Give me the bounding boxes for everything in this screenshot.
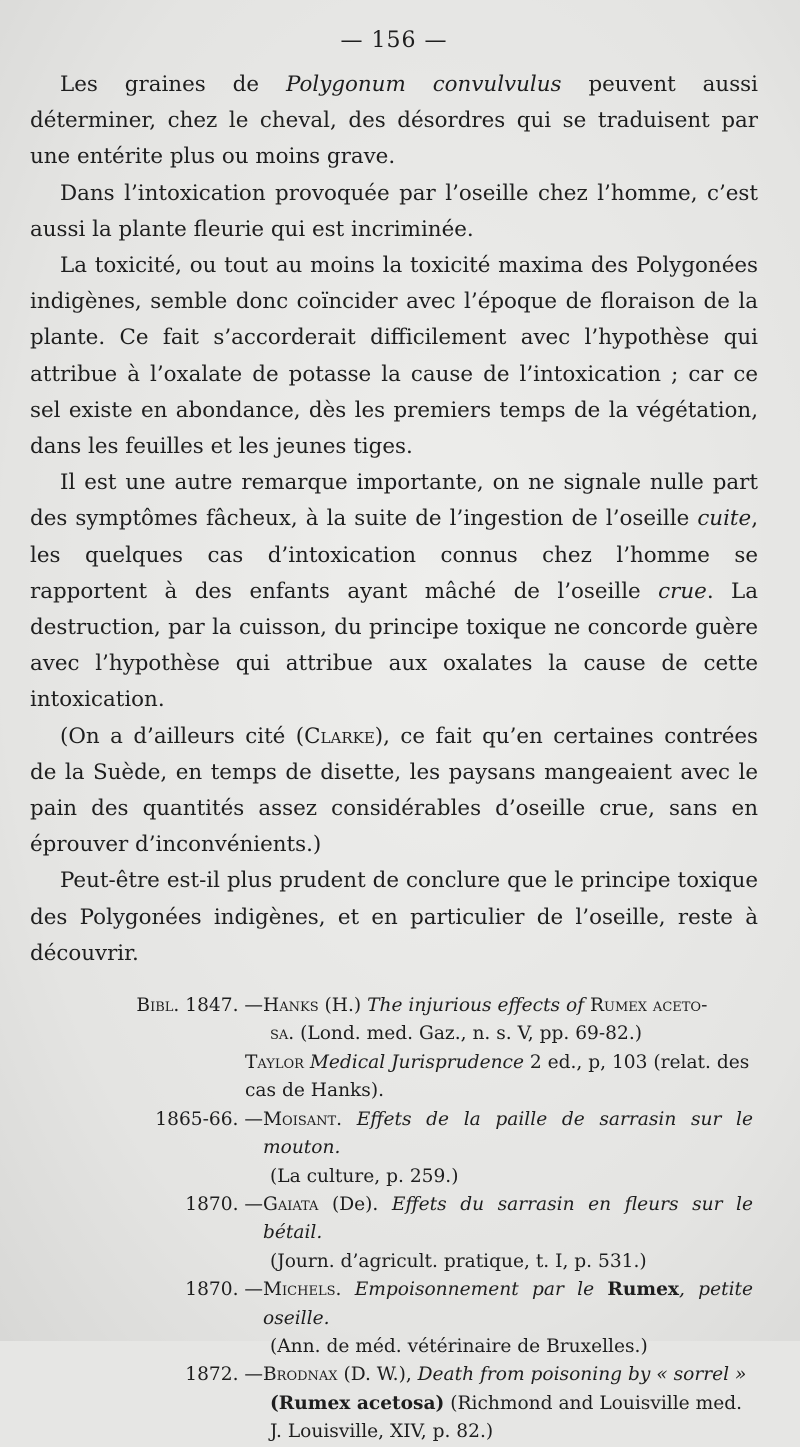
bib-entry-body <box>263 1361 753 1389</box>
bib-author-suffix: (H.) <box>318 995 368 1017</box>
emphasis-text: crue <box>658 578 707 604</box>
paragraph-oseille: Dans l’intoxication provoquée par l’oseille chez l’homme, c’est aussi la plante fleurie qui est incriminée. <box>30 180 758 242</box>
paragraph-conclusion: Peut-être est-il plus prudent de conclure que le principe toxique des Polygonées indigènes, et en particulier de l’oseille, reste à découvrir. <box>30 868 758 966</box>
bib-title: Death from poisoning by « sorrel » <box>417 1364 747 1386</box>
bib-title: Effets du sarrasin en fleurs sur le bétail. <box>263 1193 753 1244</box>
author-name: Clarke <box>304 723 375 749</box>
bib-entry-head <box>30 1361 263 1389</box>
bib-entry <box>30 1276 758 1361</box>
bib-entry-body <box>263 1191 753 1248</box>
bib-year: 1872. <box>185 1364 239 1386</box>
paragraph-clarke <box>30 719 758 864</box>
paragraph-polygonum <box>30 67 758 176</box>
paragraph-text: peuvent aussi déterminer, chez le cheval, des désordres qui se traduisent par une entérite plus ou moins grave. <box>30 72 758 170</box>
paragraph-text: , les quelques cas d’intoxication connus chez l’homme se rapportent à des enfants ayant mâché de l’oseille <box>30 506 758 604</box>
bib-entry <box>30 1191 758 1276</box>
bib-dash: — <box>244 1193 263 1215</box>
bib-continuation: (Ann. de méd. vétérinaire de Bruxelles.) <box>270 1335 648 1357</box>
bib-dash: — <box>244 1108 263 1130</box>
bib-entry-head <box>30 992 263 1020</box>
bib-dash: — <box>244 1364 263 1386</box>
bib-title: The injurious effects of <box>367 995 585 1017</box>
bib-continuation <box>30 1020 758 1048</box>
bib-source: (Lond. med. Gaz., n. s. V, pp. 69-82.) <box>294 1023 642 1045</box>
bib-title-sc: Rumex aceto- <box>584 995 708 1017</box>
bib-entry-body <box>263 1276 753 1333</box>
paragraph-text: Il est une autre remarque importante, on ne signale nulle part des symptômes fâcheux, à la suite de l’ingestion de l’oseille <box>30 470 758 532</box>
bib-title: Medical Jurisprudence <box>303 1051 524 1073</box>
paragraph-text: (On a d’ailleurs cité ( <box>60 723 305 749</box>
species-name: Polygonum convulvulus <box>286 72 562 97</box>
bib-title-bold: (Rumex acetosa) <box>270 1392 445 1414</box>
bib-year: 1870. <box>185 1279 239 1301</box>
bib-entry <box>30 992 758 1049</box>
paragraph-toxicite: La toxicité, ou tout au moins la toxicité maxima des Polygonées indigènes, semble donc coïncider avec l’époque de floraison de la plante. Ce fait s’accorderait difficilement avec l’hypothèse qui attribue à l’oxalate de potasse la cause de l’intoxication ; car ce sel existe en abondance, dès les premiers temps de la végétation, dans les feuilles et les jeunes tiges. <box>30 253 758 460</box>
paragraph-text: ), ce fait qu’en certaines contrées de la Suède, en temps de disette, les paysans mangeaient avec le pain des quantités assez considérables d’oseille crue, sans en éprouver d’inconvénients.) <box>30 723 758 858</box>
bib-title-bold: Rumex <box>607 1279 679 1301</box>
bib-continuation: (Journ. d’agricult. pratique, t. I, p. 531.) <box>270 1250 647 1272</box>
bib-author: Hanks <box>263 995 319 1017</box>
bib-title: , petite oseille. <box>263 1279 753 1329</box>
paragraph-text: Les graines de <box>60 72 286 97</box>
bib-continuation <box>30 1390 758 1447</box>
page-number: — 156 — <box>340 28 448 53</box>
bib-continuation: (La culture, p. 259.) <box>270 1165 459 1187</box>
emphasis-text: cuite <box>697 506 752 532</box>
bib-entry <box>30 1106 758 1191</box>
bib-entry-head <box>30 1106 263 1134</box>
bib-entry <box>30 1049 758 1106</box>
bib-year: 1870. <box>185 1193 239 1215</box>
bib-author-suffix: (D. W.), <box>337 1364 418 1386</box>
bib-title: Effets de la paille de sarrasin sur le mouton. <box>263 1108 753 1159</box>
bib-entry-body <box>263 992 753 1020</box>
bib-entry <box>30 1361 758 1446</box>
bib-entry-body <box>263 1106 753 1163</box>
bib-source: 2 ed., p, 103 (relat. des cas de Hanks). <box>245 1051 750 1102</box>
bib-year: 1847. <box>185 995 239 1017</box>
bib-title: Empoisonnement par le <box>341 1279 608 1301</box>
bib-author-suffix: (De). <box>318 1193 392 1215</box>
bib-author: Brodnax <box>263 1364 338 1386</box>
bibliography <box>30 992 758 1447</box>
bib-title-sc: sa. <box>270 1023 295 1045</box>
bib-author: Gaiata <box>263 1193 319 1215</box>
bib-dash: — <box>244 1279 263 1301</box>
bib-entry-head <box>30 1191 263 1219</box>
bib-author: Michels. <box>263 1279 342 1301</box>
paragraph-text: . La destruction, par la cuisson, du principe toxique ne concorde guère avec l’hypothèse qui attribue aux oxalates la cause de cette intoxication. <box>30 578 758 713</box>
paragraph-remarque <box>30 465 758 718</box>
bib-label: Bibl. <box>136 995 180 1017</box>
bib-year: 1865-66. <box>155 1108 239 1130</box>
bib-entry-head <box>30 1276 263 1304</box>
bib-source: (Richmond and Louisville med. J. Louisville, XIV, p. 82.) <box>270 1392 743 1443</box>
bib-author: Moisant. <box>263 1108 343 1130</box>
bib-dash: — <box>244 995 263 1017</box>
bib-author: Taylor <box>245 1051 304 1073</box>
